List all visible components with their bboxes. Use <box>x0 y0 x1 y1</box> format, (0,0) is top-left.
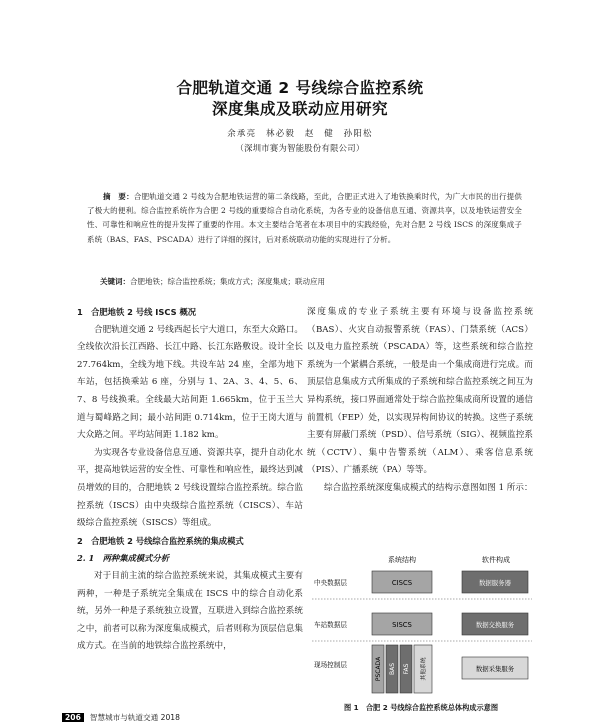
authors: 余承亮 林必毅 赵 健 孙阳松 <box>227 129 373 139</box>
fig-box-pscada-label: PSCADA <box>375 656 382 682</box>
section-2-1-paragraph: 对于目前主流的综合监控系统来说，其集成模式主要有两种，一种是子系统完全集成在 ISCS 中的综合自动化系统，另外一种是子系统独立设置，互联进入到综合监控系统之中，前者可以称为深度集成模式，后者则称为顶层信息集成方式。在当前的地铁综合监控系统中， <box>77 570 303 652</box>
affiliation: （深圳市赛为智能股份有限公司） <box>235 143 365 153</box>
abstract-label: 摘 要： <box>103 192 134 201</box>
fig-box-other-label: 其他系统 <box>421 657 427 681</box>
fig-layer-central: 中央数据层 <box>314 579 347 587</box>
right-paragraph-1: 深度集成的专业子系统主要有环境与设备监控系统（BAS）、火灾自动报警系统（FAS）、门禁系统（ACS）以及电力监控系统（PSCADA）等，这些系统和综合监控系统为一个紧耦合系统，一般是由一个集成商进行完成。而顶层信息集成方式所集成的子系统和综合监控系统之间互为异构系统，接口界面通常处于综合监控集成商所设置的通信前置机（FEP）处，以实现异构间协议的转换。这些子系统主要有屏蔽门系统（PSD）、信号系统（SIG）、视频监控系统（CCTV）、集中告警系统（ALM）、乘客信息系统（PIS）、广播系统（PA）等等。 <box>307 307 533 476</box>
abstract-text: 合肥轨道交通 2 号线为合肥地铁运营的第二条线路，至此，合肥正式进入了地铁换乘时代，为广大市民的出行提供了极大的便利。综合监控系统作为合肥 2 号线的重要综合自动化系统，为各专业的设备信息互通、资源共享，以及地铁运营安全性、可靠性和响应性的提升发挥了重要的作用。本文主要结合笔者在本项目中的实践经验，先对合肥 2 号线 ISCS 的深度集成子系统（BAS、FAS、PSCADA）进行了详细的探讨，后对系统联动功能的实现进行了分析。 <box>87 192 522 244</box>
abstract <box>87 190 522 247</box>
fig-layer-station: 车站数据层 <box>314 621 347 629</box>
fig-box-ciscs-label: CISCS <box>391 579 413 587</box>
page-footer <box>62 712 180 723</box>
fig-sw-mid-label: 数据交换服务 <box>475 621 515 629</box>
fig-box-bas-label: BAS <box>389 662 396 676</box>
keywords-label: 关键词： <box>100 277 130 286</box>
section-2-heading: 2 合肥地铁 2 号线综合监控系统的集成模式 <box>77 535 244 546</box>
keywords <box>100 276 520 287</box>
title-line-1: 合肥轨道交通 2 号线综合监控系统 <box>176 79 424 97</box>
fig-box-fas-label: FAS <box>403 663 410 675</box>
section-1-paragraph-1: 合肥轨道交通 2 号线西起长宁大道口，东至大众路口。全线依次沿长江西路、长江中路、长江东路敷设。设计全长 27.764km，全线为地下线。共设车站 24 座，全部为地下车站，包括换乘站 6 座，分别与 1、2A、3、4、5、6、7、8 号线换乘。全线最大站间距 1.665km，位于玉兰大道与蜀峰路之间；最小站间距 0.714km，位于王岗大道与大众路之间。平均站间距 1.182 km。 <box>77 324 303 441</box>
section-1-paragraph-2: 为实现各专业设备信息互通、资源共享，提升自动化水平，提高地铁运营的安全性、可靠性和响应性，最终达到减员增效的目的，合肥地铁 2 号线设置综合监控系统。综合监控系统（ISCS）由中央级综合监控系统（CISCS）、车站级综合监控系统（SISCS）等组成。 <box>77 447 303 529</box>
section-1-heading: 1 合肥地铁 2 号线 ISCS 概况 <box>77 307 197 317</box>
right-column <box>307 304 533 498</box>
fig-sw-top-label: 数据服务器 <box>479 579 511 587</box>
section-2-1-heading: 2. 1 两种集成模式分析 <box>77 553 169 564</box>
journal-name: 智慧城市与轨道交通 2018 <box>89 713 180 722</box>
left-column <box>77 304 303 656</box>
figure-1-diagram <box>312 553 532 701</box>
keywords-text: 合肥地铁；综合监控系统；集成方式；深度集成；联动应用 <box>130 277 325 286</box>
fig-col-header-software: 软件构成 <box>482 556 510 564</box>
figure-1-caption: 图 1 合肥 2 号线综合监控系统总体构成示意图 <box>343 703 499 712</box>
fig-col-header-system: 系统结构 <box>388 556 416 564</box>
fig-layer-field: 现场控制层 <box>314 661 347 669</box>
title-line-2: 深度集成及联动应用研究 <box>211 100 388 118</box>
page-number: 206 <box>62 713 84 722</box>
right-paragraph-2: 综合监控系统深度集成模式的结构示意图如图 1 所示： <box>324 482 533 493</box>
fig-sw-bot-label: 数据采集服务 <box>475 665 515 673</box>
fig-box-siscs-label: SISCS <box>392 621 412 629</box>
